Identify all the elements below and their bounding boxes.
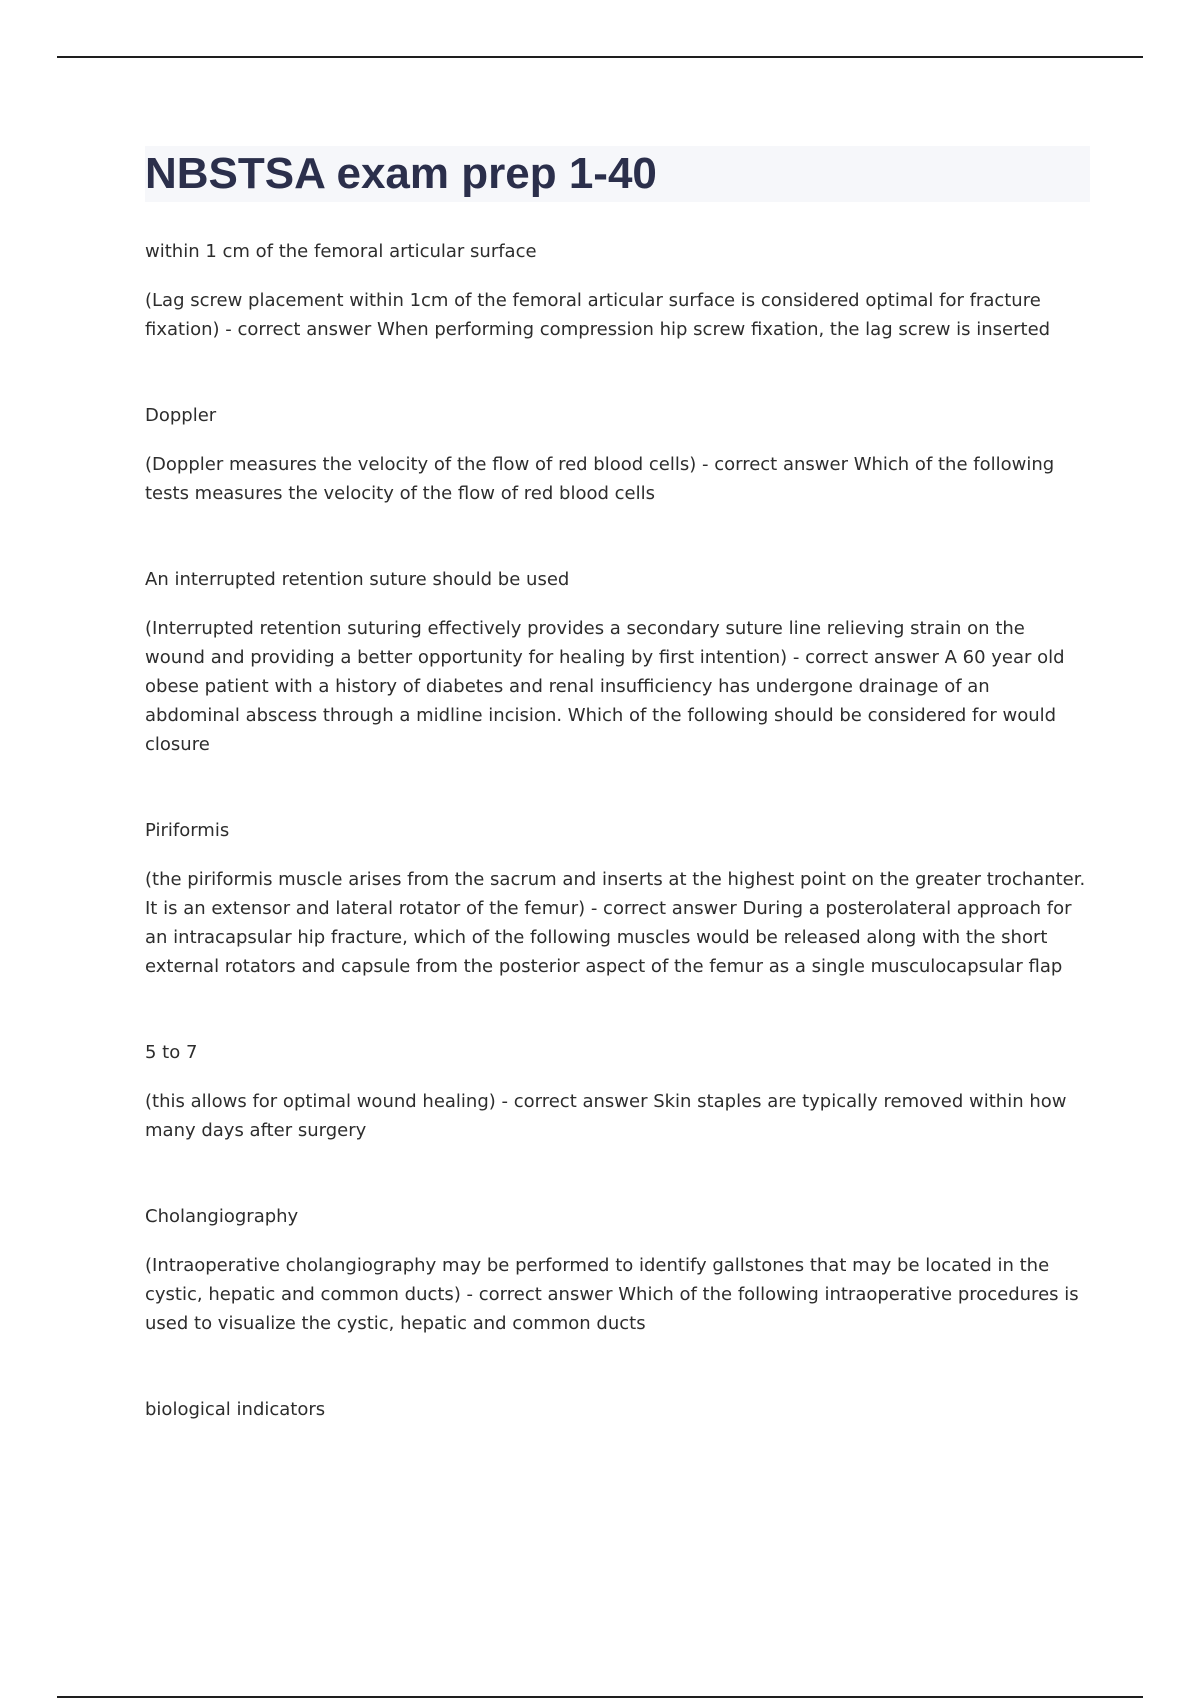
footer-rule <box>57 1696 1143 1698</box>
card-answer: biological indicators <box>145 1399 326 1420</box>
flashcard <box>145 1041 1090 1145</box>
card-explanation: (Lag screw placement within 1cm of the femoral articular surface is considered optimal for fracture fixation) - correct answer When performing compression hip screw fixation, the lag screw is inserted <box>145 290 1051 340</box>
card-explanation: (the piriformis muscle arises from the sacrum and inserts at the highest point on the greater trochanter. It is an extensor and lateral rotator of the femur) - correct answer During a posterolateral approach for an intracapsular hip fracture, which of the following muscles would be released along with the short external rotators and capsule from the posterior aspect of the femur as a single musculocapsular flap <box>145 869 1086 977</box>
flashcard <box>145 1398 1090 1422</box>
flashcard <box>145 404 1090 508</box>
document-body <box>145 146 1090 1482</box>
title-band <box>145 146 1090 202</box>
card-explanation: (Interrupted retention suturing effectively provides a secondary suture line relieving strain on the wound and providing a better opportunity for healing by first intention) - correct answer A 60 year old obese patient with a history of diabetes and renal insufficiency has undergone drainage of an abdominal abscess through a midline incision. Which of the following should be considered for would closure <box>145 618 1065 755</box>
card-explanation: (this allows for optimal wound healing) - correct answer Skin staples are typically removed within how many days after surgery <box>145 1091 1067 1141</box>
header-rule <box>57 56 1143 58</box>
card-answer: 5 to 7 <box>145 1042 198 1063</box>
flashcard <box>145 1205 1090 1338</box>
card-explanation: (Intraoperative cholangiography may be performed to identify gallstones that may be located in the cystic, hepatic and common ducts) - correct answer Which of the following intraoperative procedures is used to visualize the cystic, hepatic and common ducts <box>145 1255 1079 1334</box>
card-answer: An interrupted retention suture should be used <box>145 569 570 590</box>
card-answer: within 1 cm of the femoral articular surface <box>145 241 537 262</box>
page-title: NBSTSA exam prep 1-40 <box>145 149 657 198</box>
flashcard <box>145 819 1090 981</box>
flashcard <box>145 240 1090 344</box>
card-answer: Piriformis <box>145 820 230 841</box>
card-explanation: (Doppler measures the velocity of the flow of red blood cells) - correct answer Which of the following tests measures the velocity of the flow of red blood cells <box>145 454 1055 504</box>
card-answer: Cholangiography <box>145 1206 299 1227</box>
flashcard <box>145 568 1090 759</box>
card-answer: Doppler <box>145 405 217 426</box>
